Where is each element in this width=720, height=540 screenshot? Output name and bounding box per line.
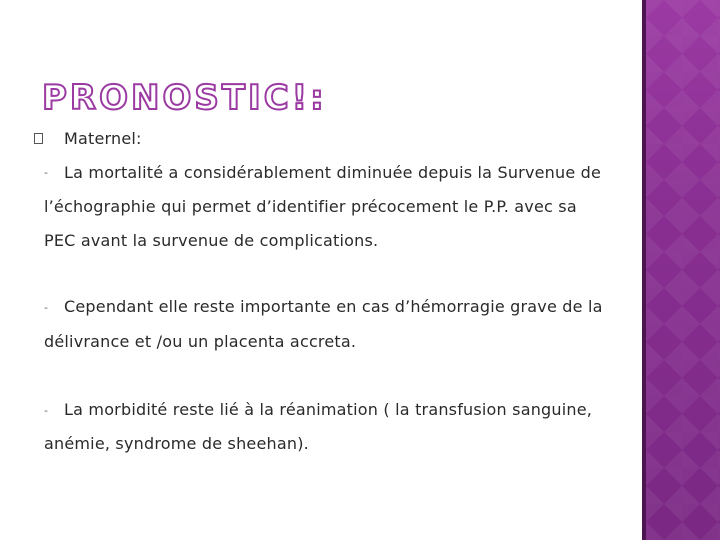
slide-title-text: PRONOSTIC!: xyxy=(42,78,327,118)
dash-bullet-icon: - xyxy=(44,404,48,417)
decorative-side-panel xyxy=(642,0,720,540)
square-bullet-icon xyxy=(34,133,43,144)
dash-bullet-icon: - xyxy=(44,301,48,314)
paragraph-2-line-1: Cependant elle reste importante en cas d’hémorragie grave de la xyxy=(64,297,603,316)
side-panel-pattern xyxy=(646,0,720,540)
paragraph-3-line-1: La morbidité reste lié à la réanimation ( la transfusion sanguine, xyxy=(64,400,593,419)
paragraph-1-line-1: La mortalité a considérablement diminuée depuis la Survenue de xyxy=(64,163,602,182)
heading-maternel: Maternel: xyxy=(64,129,142,148)
paragraph-2-line-2: délivrance et /ou un placenta accreta. xyxy=(44,332,357,351)
paragraph-1-line-3: PEC avant la survenue de complications. xyxy=(44,231,379,250)
dash-bullet-icon: - xyxy=(44,166,48,179)
paragraph-3-line-2: anémie, syndrome de sheehan). xyxy=(44,434,309,453)
paragraph-1-line-2: l’échographie qui permet d’identifier précocement le P.P. avec sa xyxy=(44,197,577,216)
slide-title xyxy=(40,76,327,118)
slide-title-svg xyxy=(40,76,327,118)
